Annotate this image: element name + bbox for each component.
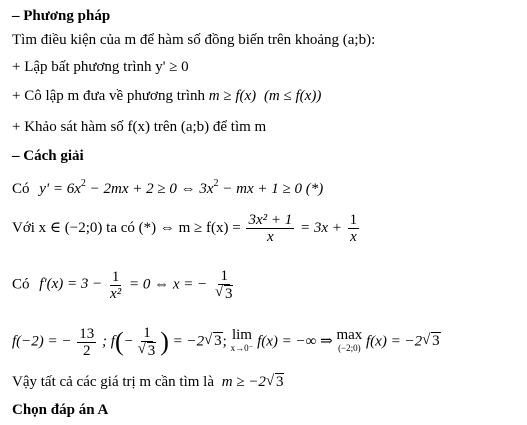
- sol4-numerator: 13: [79, 325, 95, 342]
- sol3-fraction-1: [108, 269, 123, 302]
- sol4-fraction-1: [77, 326, 96, 359]
- conclusion: [12, 372, 284, 392]
- sol3-prefix: Có: [12, 276, 30, 293]
- step-3: + Khảo sát hàm số f(x) trên (a;b) để tìm m: [12, 119, 267, 135]
- sol1-expr-b: − 2mx + 2 ≥ 0 ⇔ 3x: [89, 181, 214, 197]
- sqrt-symbol: √ 3: [214, 284, 233, 302]
- step-2-expr-2: (m ≤ f(x)): [263, 88, 322, 104]
- sol3-denominator: x²: [110, 285, 122, 302]
- solution-line-1: Có $y' = 6x^2 - 2mx + 2 \ge 0$ ⇔ $3x^2$ − mx + 1 ≥ 0 (*): [12, 178, 324, 197]
- answer: Chọn đáp án A: [12, 402, 109, 418]
- sol2-mid: = 3x +: [300, 219, 342, 236]
- sol2-numerator-2: 1: [349, 212, 358, 228]
- step-2-text: + Cô lập m đưa về phương trình: [12, 88, 206, 104]
- sol2-numerator: 3x² + 1: [248, 212, 293, 228]
- solution-heading: – Cách giải: [12, 148, 84, 164]
- sol3-mid: = 0 ⇔ x = −: [128, 276, 208, 293]
- max-operator: max (−2;0): [336, 327, 363, 353]
- sol3-denominator-2: [213, 285, 236, 302]
- solution-line-2: [12, 212, 361, 245]
- sol4-a: f(−2) = −: [12, 333, 72, 350]
- sol2-denominator: x: [267, 229, 274, 245]
- method-intro: Tìm điều kiện của m để hàm số đồng biến trên khoảng (a;b):: [12, 32, 376, 48]
- sol3-expr: f'(x) = 3 −: [39, 276, 103, 293]
- sol2-fraction-2: [348, 212, 360, 245]
- step-2-expr-1: m ≥ f(x): [208, 88, 257, 104]
- sqrt-symbol: √ 3: [422, 332, 440, 350]
- sol1-prefix: Có: [12, 181, 30, 197]
- sqrt-symbol: √ 3: [137, 341, 156, 359]
- solution-line-3: [12, 268, 237, 302]
- sol4-f: f(x) = −2: [366, 333, 423, 350]
- sol1-expr-a: y' = 6x: [39, 181, 81, 197]
- limit-operator: lim x→0⁻: [230, 327, 254, 353]
- conclusion-text: Vậy tất cả các giá trị m cần tìm là: [12, 374, 214, 390]
- sol1-expr-c: − mx + 1 ≥ 0 (*): [222, 181, 324, 197]
- sol2-fraction-1: [246, 212, 294, 245]
- step-2: [12, 86, 321, 106]
- step-1: + Lập bất phương trình y' ≥ 0: [12, 59, 189, 75]
- sol3-fraction-2: [213, 268, 236, 302]
- sol2-denominator-2: x: [350, 229, 357, 245]
- solution-line-4: f(−2) = − $\frac{13}{2}$ ; f(− 1 √ 3 ) = −2 √ 3; lim x→0⁻ f(x) = −∞ ⇒ max (−2;0) f(x) = −2 √ 3: [12, 325, 440, 359]
- sqrt-symbol: √ 3: [265, 373, 284, 390]
- method-heading: – Phương pháp: [12, 8, 111, 24]
- sol2-prefix: Với x ∈ (−2;0) ta có (*) ⇔ m ≥ f(x) =: [12, 219, 241, 236]
- sol4-fraction-2: 1 √ 3: [137, 325, 156, 359]
- sol3-numerator-2: 1: [220, 268, 228, 284]
- sol3-numerator: 1: [111, 268, 120, 285]
- sol4-b: ; f: [102, 333, 115, 350]
- sqrt-symbol: √ 3: [204, 332, 222, 350]
- conclusion-expr: m ≥ −2: [221, 374, 266, 390]
- sol4-c: = −2: [172, 333, 205, 350]
- sol4-denominator: 2: [83, 342, 91, 359]
- sol4-e: f(x) = −∞ ⇒: [257, 333, 333, 350]
